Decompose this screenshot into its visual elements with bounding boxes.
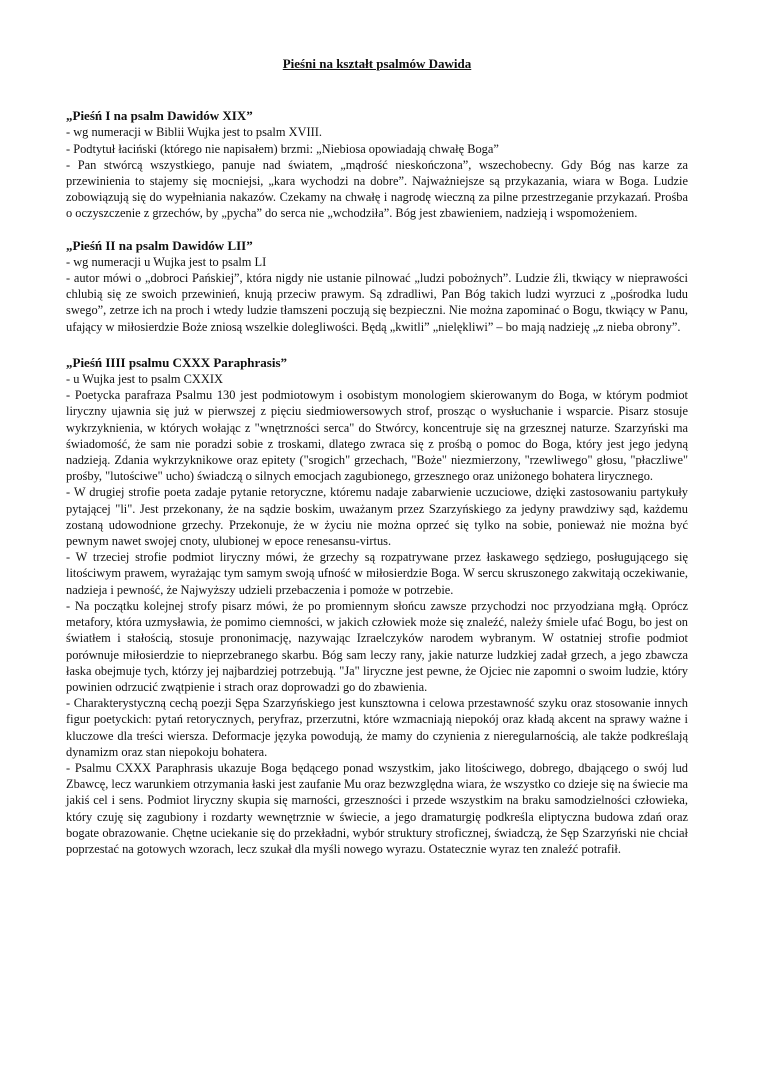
paragraph: - u Wujka jest to psalm CXXIX [66, 372, 223, 387]
paragraph: - Pan stwórcą wszystkiego, panuje nad światem, „mądrość nieskończona”, wszechobecny. Gdy Bóg nas karze za przewinienia to stajemy się mocniejsi, „kara wychodzi na dobre”. Najważniejsze są przykazania, wiara w Boga. Ludzie zobowiązują się do wypełniania nakazów. Czekamy na chwałę i nagrodę wieczną za pilne przestrzeganie przykazań. Prośba o oczyszczenie z grzechów, by „pycha” do serca nie „wchodziła”. Bóg jest zbawieniem, nadzieją i wspomożeniem. [66, 157, 688, 221]
section-psalm-lii [66, 238, 688, 335]
paragraph: - wg numeracji u Wujka jest to psalm LI [66, 254, 267, 269]
document-title: Pieśni na kształt psalmów Dawida [282, 56, 472, 71]
section-psalm-cxxx [66, 355, 688, 857]
section-psalm-xix [66, 108, 688, 221]
paragraph: - W trzeciej strofie podmiot liryczny mówi, że grzechy są rozpatrywane przez łaskawego sędziego, posługującego się litościwym prawem, wyrażając tym samym swoją ufność w miłosierdzie Boga. W sercu skruszonego zakwitają oczekiwanie, nadzieja i pewność, że Najwyższy udzieli przebaczenia i pomoże w potrzebie. [66, 550, 688, 597]
section-heading: „Pieśń IIII psalmu CXXX Paraphrasis” [66, 354, 288, 370]
section-heading: „Pieśń I na psalm Dawidów XIX” [66, 108, 253, 124]
paragraph: - autor mówi o „dobroci Pańskiej”, która nigdy nie ustanie pilnować „ludzi pobożnych”. Ludzie źli, tkwiący w nieprawości chlubią się ze swoich przewinień, knują przeciw prawym. Są zdradliwi, Pan Bóg takich ludzi wyrzuci z „pośrodka ludu swego”, zetrze ich na proch i wtedy ludzie tłamszeni poczują się bezpieczni. Nie można zapominać o Bogu, tkwiący w Panu, ufający w miłosierdzie Boże zniosą wszelkie dolegliwości. Będą „kwitli” „nielękliwi” – bo mają nadzieję „z nieba obrony”. [66, 271, 688, 334]
paragraph: - Charakterystyczną cechą poezji Sępa Szarzyńskiego jest kunsztowna i celowa przestawność szyku oraz stosowanie innych figur poetyckich: pytań retorycznych, peryfraz, przerzutni, które wzmacniają niepokój oraz kładą akcent na sprawy ważne i kluczowe dla treści wiersza. Deformacje języka powodują, że mamy do czynienia z nieregularnością, ale także podkreślają dynamizm oraz stan niepokoju bohatera. [66, 696, 688, 759]
paragraph: - Podtytuł łaciński (którego nie napisałem) brzmi: „Niebiosa opowiadają chwałę Boga” [66, 141, 499, 156]
section-heading: „Pieśń II na psalm Dawidów LII” [66, 237, 253, 253]
document-page [66, 56, 688, 873]
paragraph: - Poetycka parafraza Psalmu 130 jest podmiotowym i osobistym monologiem skierowanym do Boga, w którym podmiot liryczny ujawnia się już w pierwszej z pięciu siedmiowersowych strof, prosząc o wysłuchanie i wsparcie. Pisarz stosuje wykrzyknienia, w których wołając z "wnętrzności serca" do Stwórcy, koncentruje się na grzesznej naturze. Szarzyński ma świadomość, że sam nie poradzi sobie z troskami, dlatego zwraca się z prośbą o pomoc do Boga, który jest jego jedyną nadzieją. Zdania wykrzyknikowe oraz epitety ("srogich" grzechach, "Boże" niezmierzony, "rzewliwego" głosu, "płaczliwe" prośby, "lutościwe" ucho) świadczą o silnych emocjach zagubionego, grzesznego oraz uniżonego bohatera lirycznego. [66, 388, 688, 484]
paragraph: - Psalmu CXXX Paraphrasis ukazuje Boga będącego ponad wszystkim, jako litościwego, dobrego, dbającego o swój lud Zbawcę, lecz warunkiem otrzymania łaski jest zaufanie Mu oraz bezwzględna wiara, że wszystko co dzieje się na świecie ma jakiś cel i sens. Podmiot liryczny skupia się marności, grzeszności i przede wszystkim na braku samodzielności człowieka, który czuję się zagubiony i rozdarty wewnętrznie w świecie, a jego dramaturgię podkreśla eliptyczna budowa zdań oraz bogate obrazowanie. Chętne uciekanie się do przekładni, wybór struktury stroficznej, świadczą, że Sęp Szarzyński nie chciał poprzestać na gotowych wzorach, lecz szukał dla myśli nowego wyrazu. Ostatecznie wyraz ten znaleźć potrafił. [66, 760, 689, 856]
paragraph: - wg numeracji w Biblii Wujka jest to psalm XVIII. [66, 125, 322, 140]
paragraph: - W drugiej strofie poeta zadaje pytanie retoryczne, któremu nadaje zabarwienie uczuciowe, dzięki zastosowaniu partykuły pytającej "li". Jest przekonany, że na sądzie boskim, uważanym przez Szarzyńskiego za jedyny prawdziwy sąd, każdemu zostaną udowodnione grzechy. Przekonuje, że w życiu nie można oprzeć się tylko na sobie, ponieważ nie można być pewnym nawet swojej cnoty, ulubionej w epoce renesansu-virtus. [66, 485, 688, 549]
paragraph: - Na początku kolejnej strofy pisarz mówi, że po promiennym słońcu zawsze przychodzi noc przyodziana mgłą. Oprócz metafory, która uzmysławia, że pomimo ciemności, w jakich człowiek może się znaleźć, należy śmiele ufać Bogu, bo jest on światłem i stałością, stosuje prononimację, nazywając Izraelczyków narodem wybranym. W ostatniej strofie podmiot porównuje miłosierdzie to nieprzebranego skarbu. Bóg sam leczy rany, jakie naturze ludzkiej zadał grzech, a jego zbawcza łaska obejmuje tych, którzy jej najbardziej potrzebują. "Ja" liryczne jest pewne, że Ojciec nie zapomni o swoim ludzie, który powinien odrzucić zwątpienie i strach oraz doprowadzi go do zbawienia. [66, 598, 688, 694]
